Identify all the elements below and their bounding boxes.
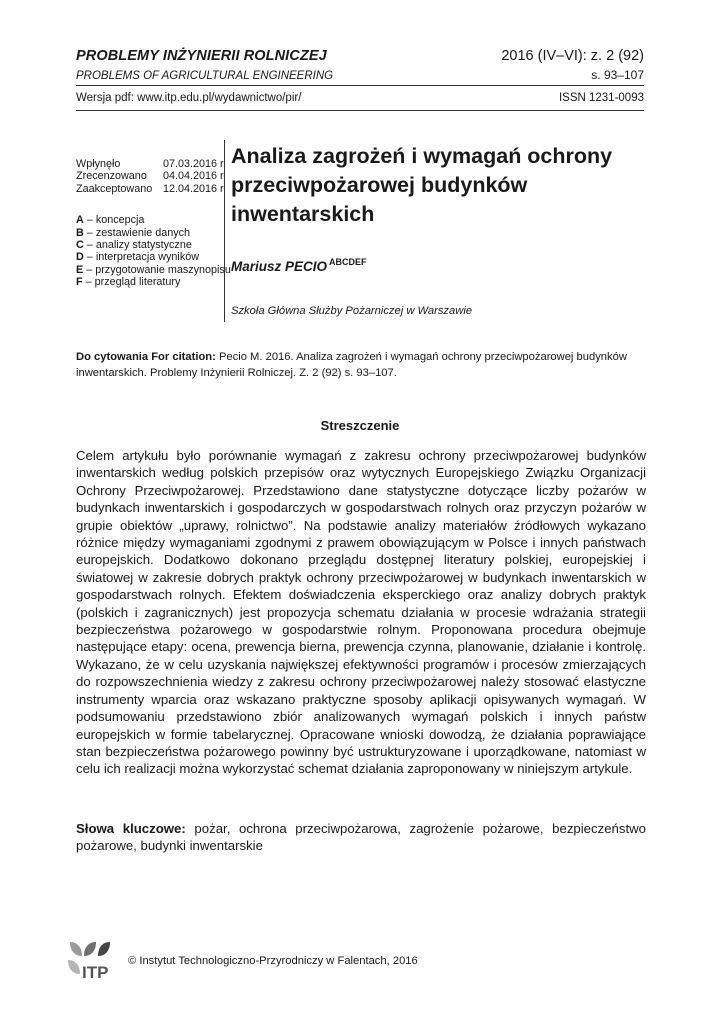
- role-item: E – przygotowanie maszynopisu: [76, 263, 231, 276]
- author: [231, 257, 367, 274]
- article-title: Analiza zagrożeń i wymagań ochrony przeciwpożarowej budynków inwentarskich: [231, 144, 613, 226]
- page-range: s. 93–107: [591, 68, 644, 82]
- pdf-version-link[interactable]: Wersja pdf: www.itp.edu.pl/wydawnictwo/pir/: [76, 92, 302, 104]
- article-metadata: [76, 158, 231, 289]
- header-divider-top: [76, 85, 644, 86]
- header-divider-bottom: [76, 110, 644, 111]
- abstract-heading: Streszczenie: [320, 418, 400, 433]
- date-reviewed: Zrecenzowano 04.04.2016 r.: [76, 170, 226, 183]
- author-roles: ABCDEF: [329, 257, 367, 267]
- journal-title-pl: PROBLEMY INŻYNIERII ROLNICZEJ: [76, 48, 327, 64]
- date-accepted: Zaakceptowano 12.04.2016 r.: [76, 182, 226, 195]
- journal-title-en: PROBLEMS OF AGRICULTURAL ENGINEERING: [76, 70, 334, 82]
- author-affiliation: Szkoła Główna Służby Pożarniczej w Warszawie: [231, 305, 473, 317]
- keywords-label: Słowa kluczowe:: [76, 821, 186, 836]
- role-item: A – koncepcja: [76, 214, 145, 227]
- role-item: B – zestawienie danych: [76, 226, 191, 239]
- itp-logo-text: ITP: [82, 963, 109, 982]
- issue-info: 2016 (IV–VI): z. 2 (92): [501, 48, 644, 64]
- contribution-roles: [76, 214, 231, 289]
- keywords-text: pożar, ochrona przeciwpożarowa, zagrożenie pożarowe, bezpieczeństwo pożarowe, budynki inwentarskie: [76, 821, 646, 854]
- role-item: F – przegląd literatury: [76, 276, 181, 289]
- journal-header-row: [76, 48, 644, 64]
- abstract-text: Celem artykułu było porównanie wymagań z zakresu ochrony przeciwpożarowej budynków inwentarskich według polskich przepisów oraz wytycznych Europejskiego Związku Organizacji Ochrony Przeciwpożarowej. Przedstawiono dane statystyczne dotyczące liczby pożarów w budynkach inwentarskich i gospodarczych w gospodarstwach rolnych oraz przyczyn pożarów w grupie obiektów „uprawy, rolnictwo”. Na podstawie analizy materiałów źródłowych wykazano różnice między wymaganiami zgodnymi z prawem obowiązującym w Polsce i innych państwach europejskich. Dodatkowo dokonano przeglądu dostępnej literatury polskiej, europejskiej i światowej w zakresie dobrych praktyk ochrony przeciwpożarowej w budynkach inwentarskich w gospodarstwach rolnych. Efektem doświadczenia eksperckiego oraz analizy dobrych praktyk (polskich i zagranicznych) jest propozycja schematu działania w procesie wdrażania strategii bezpieczeństwa pożarowego w gospodarstwie rolnym. Proponowana procedura obejmuje następujące etapy: ocena, prewencja bierna, prewencja czynna, planowanie, działanie i kontrolę. Wykazano, że w celu uzyskania największej efektywności programów i procesów zmierzających do rozpowszechnienia wiedzy z zakresu ochrony przeciwpożarowej należy stosować elastyczne instrumenty wparcia oraz wskazano praktyczne sposoby aplikacji opisywanych wymagań. W podsumowaniu przedstawiono zbiór analizowanych wymagań polskich i innych państw europejskich w formie tabelarycznej. Opracowane wnioski dowodzą, że działania poprawiające stan bezpieczeństwa pożarowego powinny być ustrukturyzowane i uporządkowane, natomiast w celu ich realizacji można wykorzystać schemat działania zaproponowany w niniejszym artykule.: [76, 448, 646, 777]
- role-item: D – interpretacja wyników: [76, 251, 200, 264]
- citation-label: Do cytowania For citation:: [76, 351, 216, 363]
- citation: [76, 350, 646, 381]
- keywords: [76, 820, 646, 855]
- citation-text: Pecio M. 2016. Analiza zagrożeń i wymagań ochrony przeciwpożarowej budynków inwentarskich. Problemy Inżynierii Rolniczej. Z. 2 (92) s. 93–107.: [76, 351, 627, 379]
- copyright-notice: © Instytut Technologiczno-Przyrodniczy w Falentach, 2016: [128, 955, 418, 967]
- itp-logo: [62, 938, 122, 982]
- role-item: C – analizy statystyczne: [76, 239, 192, 252]
- issn: ISSN 1231-0093: [558, 92, 644, 104]
- journal-subheader-row: [76, 68, 644, 82]
- metadata-divider: [224, 140, 225, 322]
- pdf-issn-row: [76, 92, 644, 104]
- author-name: Mariusz PECIO: [231, 259, 328, 274]
- date-received: Wpłynęło 07.03.2016 r.: [76, 158, 226, 170]
